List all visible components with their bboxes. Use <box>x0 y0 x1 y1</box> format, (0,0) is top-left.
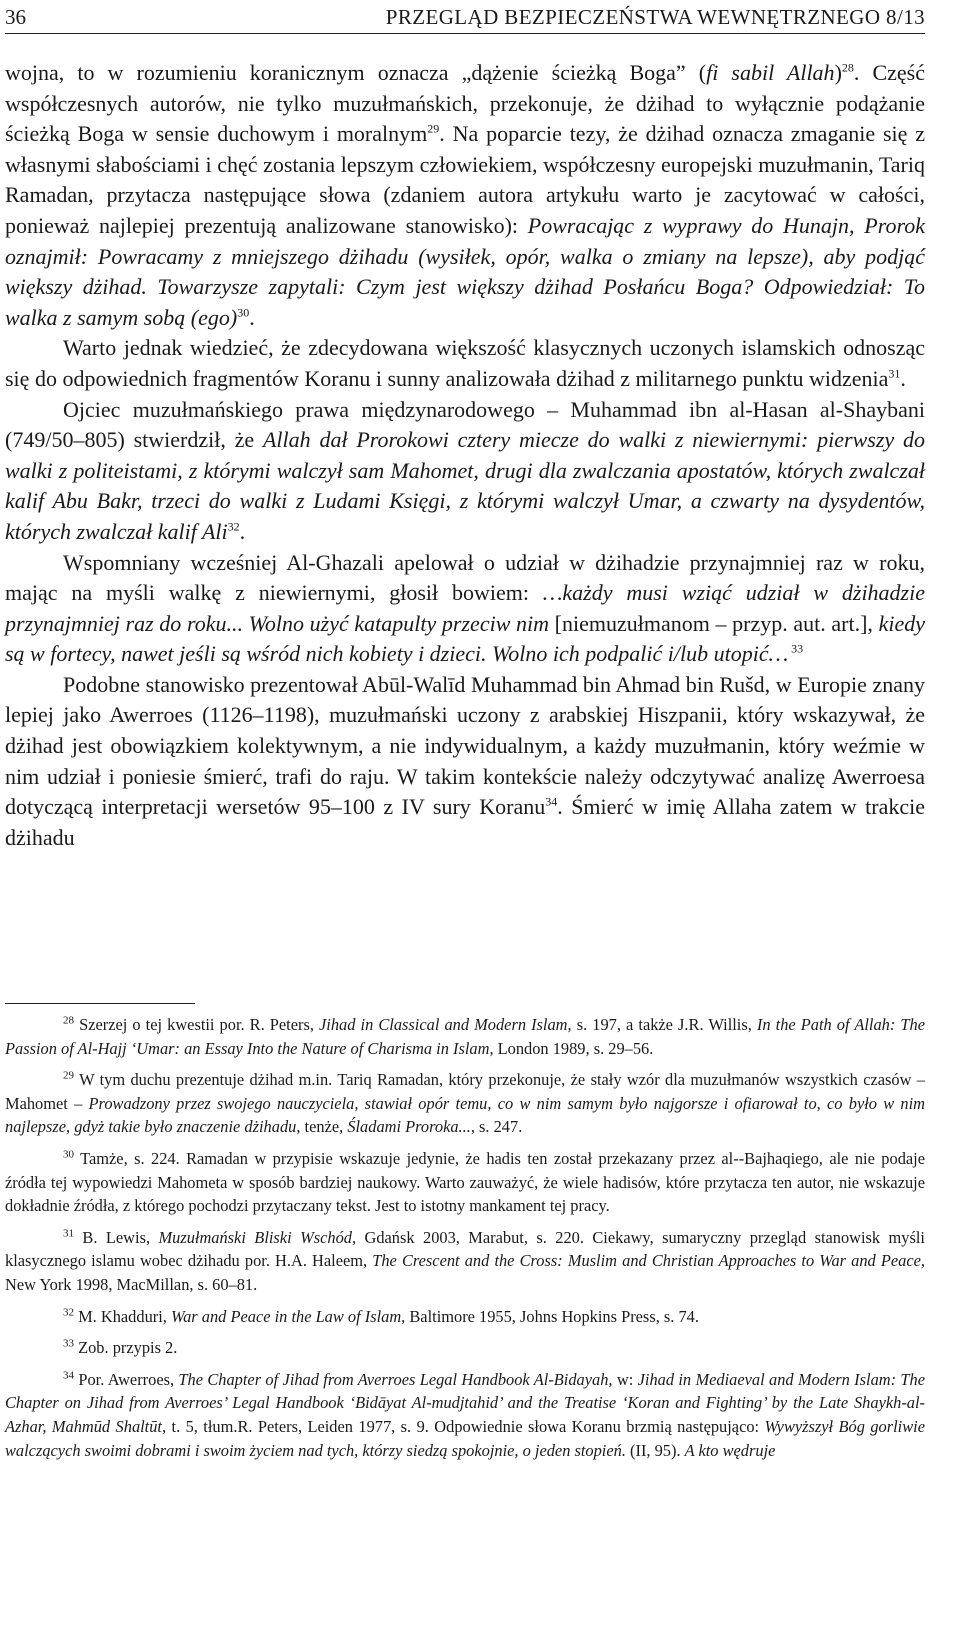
footnote-32 <box>5 1305 925 1329</box>
text: Wspomniany wcześniej Al-Ghazali apelował o udział w dżihadzie przynajmniej raz w roku, mając na myśli walkę z niewiernymi, głosił bowiem: <box>5 549 925 606</box>
italic-text: A kto wędruje <box>684 1440 776 1460</box>
italic-text: Jihad in Mediaeval and Modern Islam: The Chapter on Jihad from Averroes’ Legal Handbook ‘Bidāyat Al-mudjtahid’ and the Treatise ‘Koran and Fighting’ by the Late Shaykh-al-Azhar, Mahmūd Shaltūt, <box>5 1369 926 1436</box>
text: Por. Awerroes, <box>74 1369 179 1389</box>
text: W tym duchu prezentuje dżihad m.in. Tariq Ramadan, który przekonuje, że stały wzór dla muzułmanów wszystkich czasów – Mahomet – <box>5 1070 925 1113</box>
text: Tamże, s. 224. Ramadan w przypisie wskazuje jedynie, że hadis ten został przekazany przez al--Bajhaqiego, ale nie podaje źródła tej wypowiedzi Mahometa w sposób bardziej naukowy. Warto zauważyć, że wiele hadisów, które przytacza ten autor, nie wskazuje dokładnie źródła, z którego pochodzi przytaczany tekst. Jest to istotny mankament tej pracy. <box>5 1148 925 1216</box>
header-rule <box>5 33 925 34</box>
text: . <box>249 304 255 330</box>
text: Ojciec muzułmańskiego prawa międzynarodowego – Muhammad ibn al-Hasan al-Shaybani (749/50–805) stwierdził, że <box>5 396 925 453</box>
footnote-number: 32 <box>63 1306 74 1319</box>
quote-text: …każdy musi wziąć udział w dżihadzie przynajmniej raz do roku... Wolno użyć katapulty przeciw nim <box>5 580 926 636</box>
text: . Śmierć w imię Allaha zatem w trakcie dżihadu <box>5 794 925 850</box>
text: s. 197, a także J.R. Willis, <box>571 1015 757 1034</box>
text: t. 5, tłum.R. Peters, Leiden 1977, s. 9. Odpowiednie słowa Koranu brzmią następująco: <box>166 1416 765 1436</box>
paragraph-1 <box>5 58 925 333</box>
footnote-ref-33: 33 <box>788 641 804 656</box>
text: ) <box>834 60 842 85</box>
footnote-number: 29 <box>63 1069 74 1082</box>
text: wojna, to w rozumieniu koranicznym oznacza „dążenie ścieżką Boga” ( <box>5 60 707 85</box>
footnote-ref-31: 31 <box>888 366 901 381</box>
quote-text: Allah dał Prorokowi cztery miecze do walki z niewiernymi: pierwszy do walki z politeistami, z którymi walczył sam Mahomet, drugi dla zwalczania apostatów, których zwalczał kalif Abu Bakr, trzeci do walki z Ludami Księgi, z którymi walczył Umar, a czwarty na dysydentów, których zwalczał kalif Ali <box>5 427 925 544</box>
italic-text: Jihad in Classical and Modern Islam, <box>319 1015 572 1034</box>
italic-text: Wywyższył Bóg gorliwie walczących swoimi dobrami i swoim życiem nad tych, którzy siedzą spokojnie, o jeden stopień. <box>5 1416 925 1460</box>
text: Warto jednak wiedzieć, że zdecydowana większość klasycznych uczonych islamskich odnosząc się do odpowiednich fragmentów Koranu i sunny analizowała dżihad z militarnego punktu widzenia <box>5 335 925 391</box>
text: . <box>900 365 906 391</box>
footnote-separator <box>5 1003 195 1004</box>
page-header <box>5 0 925 32</box>
text: Zob. przypis 2. <box>74 1338 178 1358</box>
footnote-28 <box>5 1013 925 1060</box>
text: Szerzej o tej kwestii por. R. Peters, <box>74 1015 320 1034</box>
text: w: <box>612 1369 638 1389</box>
text: Podobne stanowisko prezentował Abūl-Walīd Muhammad bin Ahmad bin Rušd, w Europie znany lepiej jako Awerroes (1126–1198), muzułmański uczony z arabskiej Hiszpanii, który wskazywał, że dżihad jest obowiązkiem kolektywnym, a nie indywidualnym, a każdy muzułmanin, który weźmie w nim udział i poniesie śmierć, trafi do raju. W takim kontekście należy odczytywać analizę Awerroesa dotyczącą interpretacji wersetów 95–100 z IV sury Koranu <box>5 671 925 820</box>
text: (II, 95). <box>625 1440 685 1460</box>
italic-text: The Chapter of Jihad from Averroes Legal Handbook Al-Bidayah, <box>178 1369 613 1389</box>
italic-text: War and Peace in the Law of Islam, <box>170 1306 406 1326</box>
paragraph-2 <box>5 333 925 394</box>
italic-text: In the Path of Allah: The Passion of Al-Hajj ‘Umar: an Essay Into the Nature of Charisma in Islam <box>5 1015 925 1058</box>
quote-text: Powracając z wyprawy do Hunajn, Prorok oznajmił: Powracamy z mniejszego dżihadu (wysiłek, opór, walka o zmiany na lepsze), aby podjąć większy dżihad. Towarzysze zapytali: Czym jest większy dżihad Posłańcu Boga? Odpowiedział: To walka z samym sobą (ego) <box>5 212 925 330</box>
text: , tenże, <box>296 1117 348 1137</box>
italic-text: Śladami Proroka... <box>347 1117 471 1137</box>
body-text <box>5 58 925 853</box>
paragraph-3 <box>5 395 925 548</box>
quote-text: kiedy są w fortecy, nawet jeśli są wśród nich kobiety i dzieci. Wolno ich podpalić i/lub utopić… <box>5 610 925 667</box>
footnote-number: 30 <box>63 1148 74 1161</box>
text: Baltimore 1955, Johns Hopkins Press, s. 74. <box>405 1306 699 1326</box>
text: Gdańsk 2003, Marabut, s. 220. Ciekawy, sumaryczny przegląd stanowisk myśli klasycznego islamu wobec dżihadu por. H.A. Haleem, <box>5 1227 925 1271</box>
italic-text: Muzułmański Bliski Wschód, <box>158 1227 357 1247</box>
text: . Część współczesnych autorów, nie tylko muzułmańskich, przekonuje, że dżihad to wyłącznie podążanie ścieżką Boga w sensie duchowym i moralnym <box>5 60 926 147</box>
footnote-ref-32: 32 <box>227 519 240 534</box>
text: B. Lewis, <box>74 1227 159 1247</box>
footnote-number: 34 <box>63 1369 74 1382</box>
text: , New York 1998, MacMillan, s. 60–81. <box>5 1251 925 1294</box>
footnote-ref-30: 30 <box>237 305 250 320</box>
text: , London 1989, s. 29–56. <box>489 1038 654 1058</box>
italic-text: fi sabil Allah <box>706 60 835 85</box>
footnote-ref-29: 29 <box>427 121 440 136</box>
italic-text: Prowadzony przez swojego nauczyciela, stawiał opór temu, co w nim samym było najgorsze i ofiarował to, co było w nim najlepsze, gdyż takie było znaczenie dżihadu <box>5 1093 925 1137</box>
paragraph-4 <box>5 548 925 670</box>
footnote-number: 28 <box>63 1014 74 1027</box>
italic-text: The Crescent and the Cross: Muslim and Christian Approaches to War and Peace <box>372 1251 921 1271</box>
footnote-ref-34: 34 <box>545 794 558 809</box>
footnote-34 <box>5 1368 925 1462</box>
footnotes <box>5 1013 925 1470</box>
page-number: 36 <box>5 5 26 29</box>
running-title: PRZEGLĄD BEZPIECZEŃSTWA WEWNĘTRZNEGO 8/13 <box>385 5 925 29</box>
text: M. Khadduri, <box>74 1306 171 1326</box>
text: , s. 247. <box>470 1117 523 1137</box>
text: [niemuzułmanom – przyp. aut. art.], <box>549 610 879 636</box>
footnote-number: 31 <box>63 1227 74 1240</box>
footnote-30 <box>5 1147 925 1218</box>
footnote-number: 33 <box>63 1337 74 1350</box>
text: . <box>239 518 246 544</box>
paragraph-5 <box>5 670 925 854</box>
footnote-31 <box>5 1226 925 1297</box>
footnote-33 <box>5 1336 925 1360</box>
text: . Na poparcie tezy, że dżihad oznacza zmaganie się z własnymi słabościami i chęć zostania lepszym człowiekiem, współczesny europejski muzułmanin, Tariq Ramadan, przytacza następujące słowa (zdaniem autora artykułu warto je zacytować w całości, ponieważ najlepiej prezentują analizowane stanowisko): <box>5 121 925 238</box>
footnote-ref-28: 28 <box>841 60 854 75</box>
footnote-29 <box>5 1068 925 1139</box>
